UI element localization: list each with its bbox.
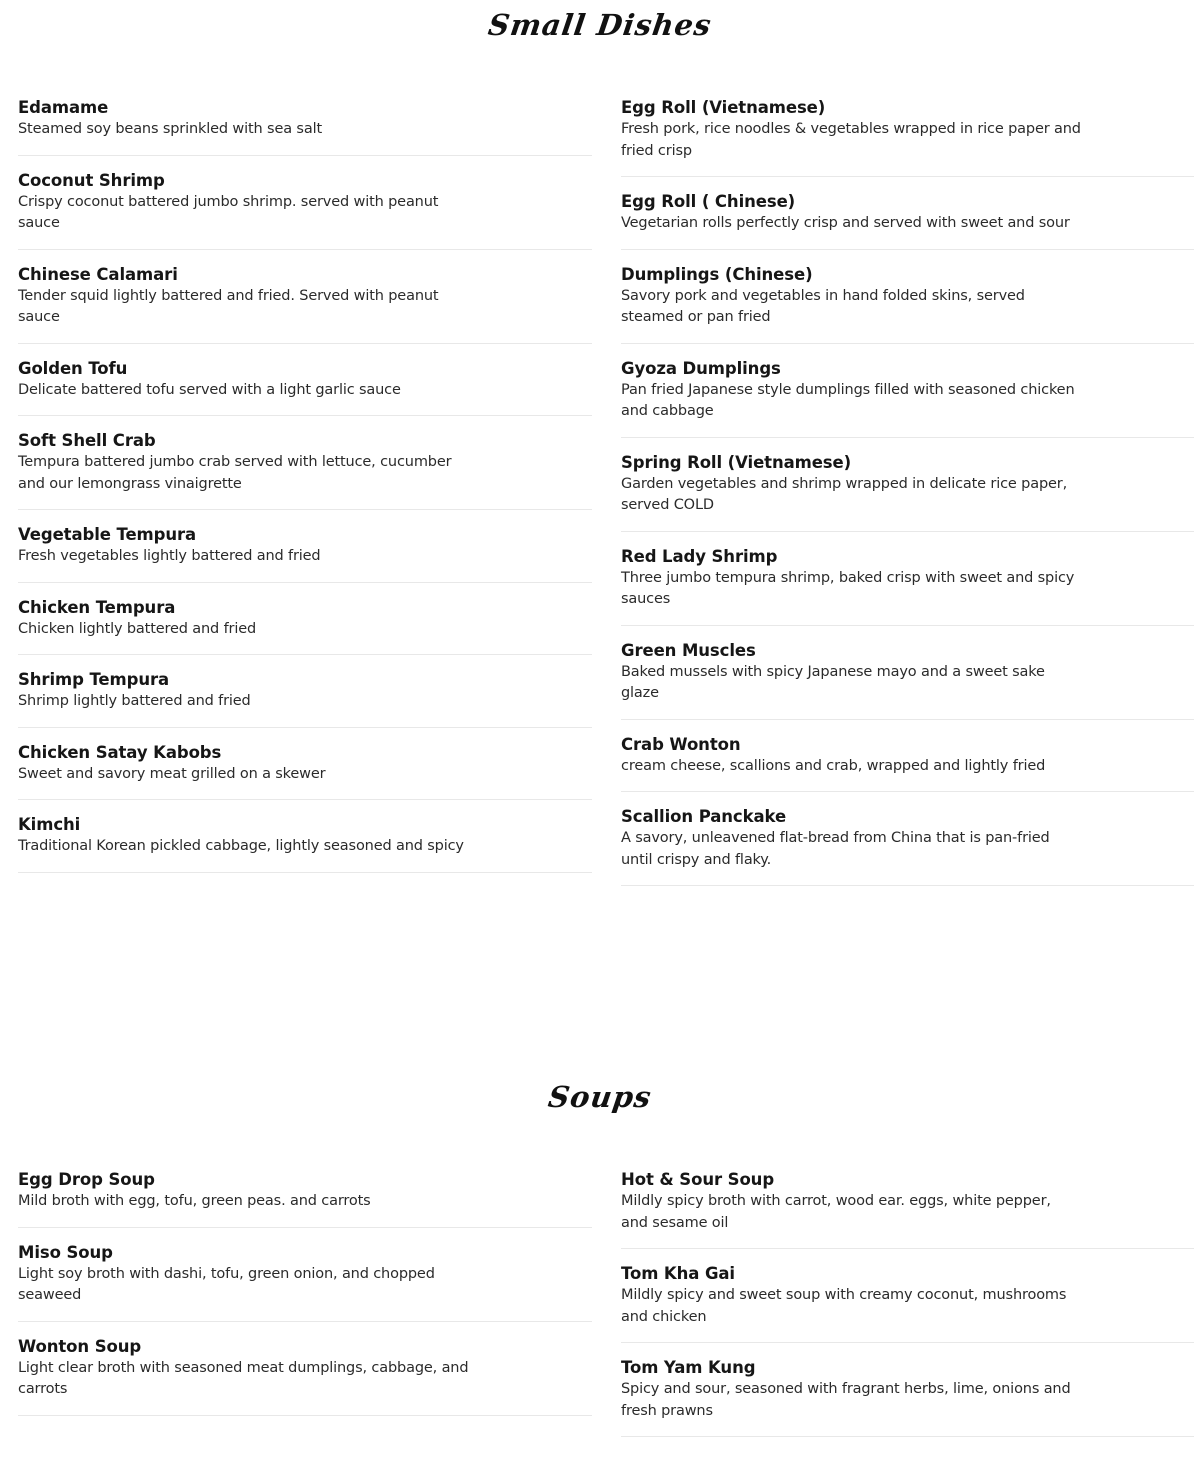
menu-item bbox=[621, 532, 1194, 626]
item-description: Three jumbo tempura shrimp, baked crisp with sweet and spicy sauces bbox=[621, 569, 1075, 607]
item-name: Red Lady Shrimp bbox=[621, 546, 778, 566]
menu-item bbox=[621, 177, 1194, 250]
item-description: Crispy coconut battered jumbo shrimp. served with peanut sauce bbox=[18, 193, 439, 231]
item-name: Gyoza Dumplings bbox=[621, 358, 781, 378]
item-name: Tom Kha Gai bbox=[621, 1264, 735, 1283]
menu-item bbox=[18, 583, 592, 656]
menu-item bbox=[18, 1228, 592, 1322]
menu-item bbox=[621, 344, 1194, 438]
soups-left-column bbox=[18, 1169, 592, 1416]
item-name: Dumplings (Chinese) bbox=[621, 264, 813, 284]
menu-item bbox=[621, 250, 1194, 344]
item-name: Crab Wonton bbox=[621, 734, 741, 754]
item-name: Hot & Sour Soup bbox=[621, 1170, 775, 1189]
item-description: Traditional Korean pickled cabbage, lightly seasoned and spicy bbox=[18, 838, 464, 854]
small-dishes-left-column bbox=[18, 97, 592, 873]
menu-item bbox=[18, 344, 592, 417]
item-name: Chinese Calamari bbox=[18, 264, 178, 284]
menu-item bbox=[621, 1169, 1194, 1249]
item-description: Light clear broth with seasoned meat dumplings, cabbage, and carrots bbox=[18, 1359, 469, 1397]
item-description: Fresh vegetables lightly battered and fried bbox=[18, 548, 321, 564]
section-title-soups: Soups bbox=[546, 1080, 654, 1114]
item-name: Chicken Satay Kabobs bbox=[18, 742, 222, 762]
item-name: Coconut Shrimp bbox=[18, 170, 165, 190]
soups-right-column bbox=[621, 1169, 1194, 1437]
small-dishes-right-column bbox=[621, 97, 1194, 886]
item-description: A savory, unleavened flat-bread from China that is pan-fried until crispy and flaky. bbox=[621, 830, 1050, 868]
menu-item bbox=[18, 655, 592, 728]
item-description: Mild broth with egg, tofu, green peas. and carrots bbox=[18, 1193, 371, 1209]
item-description: Shrimp lightly battered and fried bbox=[18, 693, 251, 709]
item-description: Tender squid lightly battered and fried. Served with peanut sauce bbox=[18, 287, 439, 325]
item-name: Shrimp Tempura bbox=[18, 670, 170, 689]
item-description: Delicate battered tofu served with a light garlic sauce bbox=[18, 381, 401, 398]
item-name: Tom Yam Kung bbox=[621, 1358, 756, 1377]
item-name: Vegetable Tempura bbox=[18, 525, 197, 544]
item-description: Baked mussels with spicy Japanese mayo and a sweet sake glaze bbox=[621, 663, 1045, 701]
item-description: Fresh pork, rice noodles & vegetables wrapped in rice paper and fried crisp bbox=[621, 121, 1081, 159]
item-description: Steamed soy beans sprinkled with sea salt bbox=[18, 121, 322, 137]
item-description: Vegetarian rolls perfectly crisp and served with sweet and sour bbox=[621, 215, 1070, 231]
menu-item bbox=[621, 792, 1194, 886]
item-name: Green Muscles bbox=[621, 640, 756, 660]
item-name: Chicken Tempura bbox=[18, 597, 176, 617]
item-description: Chicken lightly battered and fried bbox=[18, 620, 257, 637]
item-description: Pan fried Japanese style dumplings filled with seasoned chicken and cabbage bbox=[621, 381, 1075, 419]
menu-item bbox=[18, 97, 592, 156]
menu-item bbox=[621, 1343, 1194, 1437]
menu-item bbox=[18, 416, 592, 510]
item-name: Wonton Soup bbox=[18, 1336, 142, 1356]
item-description: cream cheese, scallions and crab, wrapped and lightly fried bbox=[621, 757, 1046, 774]
item-description: Tempura battered jumbo crab served with lettuce, cucumber and our lemongrass vinaigrette bbox=[18, 454, 452, 492]
item-name: Miso Soup bbox=[18, 1242, 113, 1262]
menu-item bbox=[621, 97, 1194, 177]
menu-item bbox=[18, 728, 592, 801]
item-name: Spring Roll (Vietnamese) bbox=[621, 452, 852, 472]
menu-item bbox=[18, 156, 592, 250]
item-description: Light soy broth with dashi, tofu, green onion, and chopped seaweed bbox=[18, 1265, 435, 1303]
item-name: Egg Drop Soup bbox=[18, 1170, 155, 1189]
item-name: Kimchi bbox=[18, 815, 81, 834]
menu-item bbox=[621, 720, 1194, 793]
menu-item bbox=[621, 1249, 1194, 1343]
menu-item bbox=[18, 250, 592, 344]
section-title-small-dishes: Small Dishes bbox=[486, 8, 714, 42]
item-name: Soft Shell Crab bbox=[18, 431, 156, 450]
item-description: Savory pork and vegetables in hand folded skins, served steamed or pan fried bbox=[621, 287, 1025, 325]
item-name: Egg Roll ( Chinese) bbox=[621, 192, 796, 211]
menu-item bbox=[18, 510, 592, 583]
menu-item bbox=[621, 438, 1194, 532]
menu-item bbox=[621, 626, 1194, 720]
item-description: Mildly spicy broth with carrot, wood ear. eggs, white pepper, and sesame oil bbox=[621, 1193, 1051, 1231]
item-name: Edamame bbox=[18, 98, 109, 117]
item-description: Mildly spicy and sweet soup with creamy coconut, mushrooms and chicken bbox=[621, 1287, 1067, 1325]
menu-item bbox=[18, 1169, 592, 1228]
menu-item bbox=[18, 1322, 592, 1416]
item-description: Garden vegetables and shrimp wrapped in delicate rice paper, served COLD bbox=[621, 475, 1068, 513]
item-description: Spicy and sour, seasoned with fragrant herbs, lime, onions and fresh prawns bbox=[621, 1381, 1071, 1419]
item-name: Scallion Panckake bbox=[621, 807, 787, 826]
item-name: Egg Roll (Vietnamese) bbox=[621, 98, 826, 117]
item-name: Golden Tofu bbox=[18, 358, 128, 378]
menu-item bbox=[18, 800, 592, 873]
item-description: Sweet and savory meat grilled on a skewer bbox=[18, 765, 326, 782]
